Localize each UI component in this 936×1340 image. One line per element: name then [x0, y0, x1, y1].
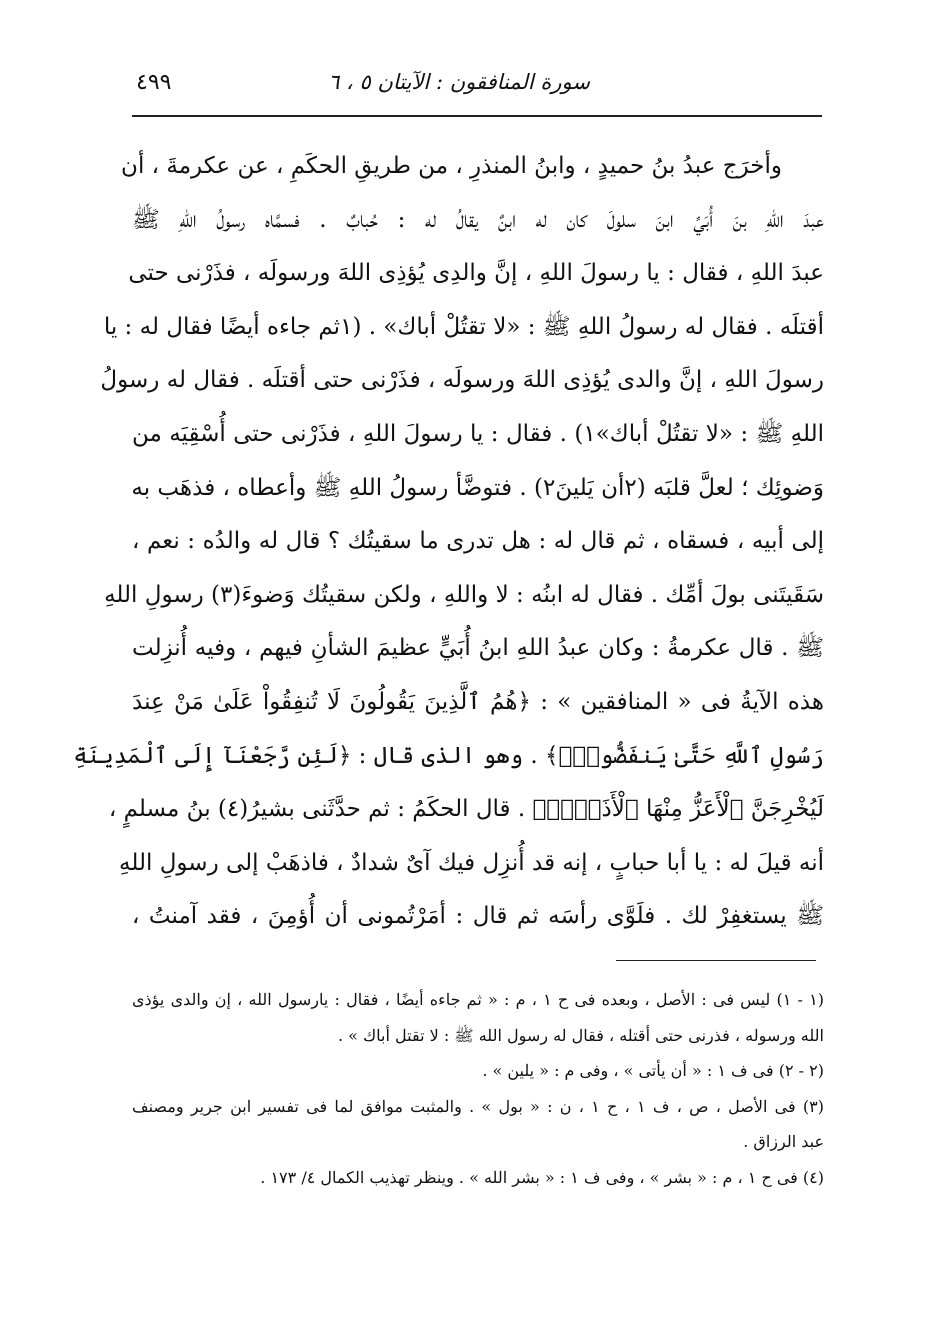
page-number: ٤٩٩ [136, 70, 172, 95]
text-line: ﷺ يستغفِرْ لك . فلَوَّى رأسَه ثم قال : أمَرْتُمونى أن أُؤمِنَ ، فقد آمنتُ ، [132, 903, 824, 930]
footnote-separator [616, 960, 816, 961]
text-line: رَسُولِ ٱللَّهِ حَتَّىٰ يَنفَضُّواْۗ﴾ . وهو الذى قال : ﴿لَئِن رَّجَعْنَآ إِلَى ٱلْمَدِينَةِ [73, 742, 824, 769]
footnote-line: (٤) فى ح ١ ، م : « بشر » ، وفى ف ١ : « بشر الله » . وينظر تهذيب الكمال ٤/ ١٧٣ . [260, 1167, 824, 1187]
running-title: سورة المنافقون : الآيتان ٥ ، ٦ [328, 70, 590, 94]
text-line: سَقَيتَنى بولَ أمِّك . فقال له ابنُه : لا واللهِ ، ولكن سقيتُك وَضوءَ(٣) رسولِ اللهِ [104, 581, 824, 608]
footnote-line: (٢ - ٢) فى ف ١ : « أن يأتى » ، وفى م : « يلين » . [482, 1061, 824, 1080]
text-line: رسولَ اللهِ ، إنَّ والدى يُؤذِى اللهَ ورسولَه ، فذَرْنى حتى أقتلَه . فقال له رسولُ [100, 367, 824, 394]
text-line: وَضوئِك ؛ لعلَّ قلبَه (٢أن يَلينَ٢) . فتوضَّأ رسولُ اللهِ ﷺ وأعطاه ، فذهَب به [131, 474, 824, 501]
text-line: اللهِ ﷺ : «لا تقتُلْ أباك»١) . فقال : يا رسولَ اللهِ ، فذَرْنى حتى أُسْقِيَه من [132, 420, 825, 447]
footnote-line: عبد الرزاق . [743, 1132, 824, 1151]
footnote-line: الله ورسوله ، فذرنى حتى أقتله ، فقال له رسول الله ﷺ : لا تقتل أباك » . [337, 1025, 824, 1045]
footnote-line: (١ - ١) ليس فى : الأصل ، وبعده فى ح ١ ، م : « ثم جاءه أيضًا ، فقال : يارسول الله ، إن والدى يؤذى [132, 990, 824, 1009]
header-rule [132, 115, 822, 117]
text-line: أنه قيلَ له : يا أبا حبابٍ ، إنه قد أُنزِل فيك آىٌ شدادٌ ، فاذهَبْ إلى رسولِ اللهِ [119, 849, 824, 876]
footnote-line: (٣) فى الأصل ، ص ، ف ١ ، ح ١ ، ن : « بول » . والمثبت موافق لما فى تفسير ابن جرير ومصنف [132, 1096, 825, 1116]
text-line: إلى أبيه ، فسقاه ، ثم قال له : هل تدرى ما سقيتُك ؟ قال له والدُه : نعم ، [132, 528, 824, 555]
text-line: أقتلَه . فقال له رسولُ اللهِ ﷺ : «لا تقتُلْ أباك» . (١ثم جاءه أيضًا فقال له : يا [103, 313, 824, 340]
text-line: عبدَ اللهِ بنَ أُبَيِّ ابنَ سلولَ كان له ابنٌ يقالُ له : حُبابٌ . فسمَّاه رسولُ اللهِ ﷺ [132, 206, 824, 233]
text-line: عبدَ اللهِ ، فقال : يا رسولَ اللهِ ، إنَّ والدِى يُؤذِى اللهَ ورسولَه ، فذَرْنى حتى [128, 260, 824, 287]
text-line: وأخرَج عبدُ بنُ حميدٍ ، وابنُ المنذرِ ، من طريقِ الحكَمِ ، عن عكرمةَ ، أن [121, 153, 782, 179]
footnotes [132, 982, 824, 1195]
page-header [130, 70, 820, 106]
text-line: ﷺ . قال عكرمةُ : وكان عبدُ اللهِ ابنُ أُبَيٍّ عظيمَ الشأنِ فيهم ، وفيه أُنزِلت [132, 635, 824, 662]
text-line: هذه الآيةُ فى « المنافقين » : ﴿هُمُ ٱلَّذِينَ يَقُولُونَ لَا تُنفِقُواْ عَلَىٰ مَنْ عِندَ [132, 688, 824, 715]
text-line: لَيُخْرِجَنَّ ٱلْأَعَزُّ مِنْهَا ٱلْأَذَلَّۚ﴾ . قال الحكَمُ : ثم حدَّثَنى بشيرُ(٤) بنُ مسلمٍ ، [108, 796, 824, 823]
main-text [73, 140, 825, 944]
